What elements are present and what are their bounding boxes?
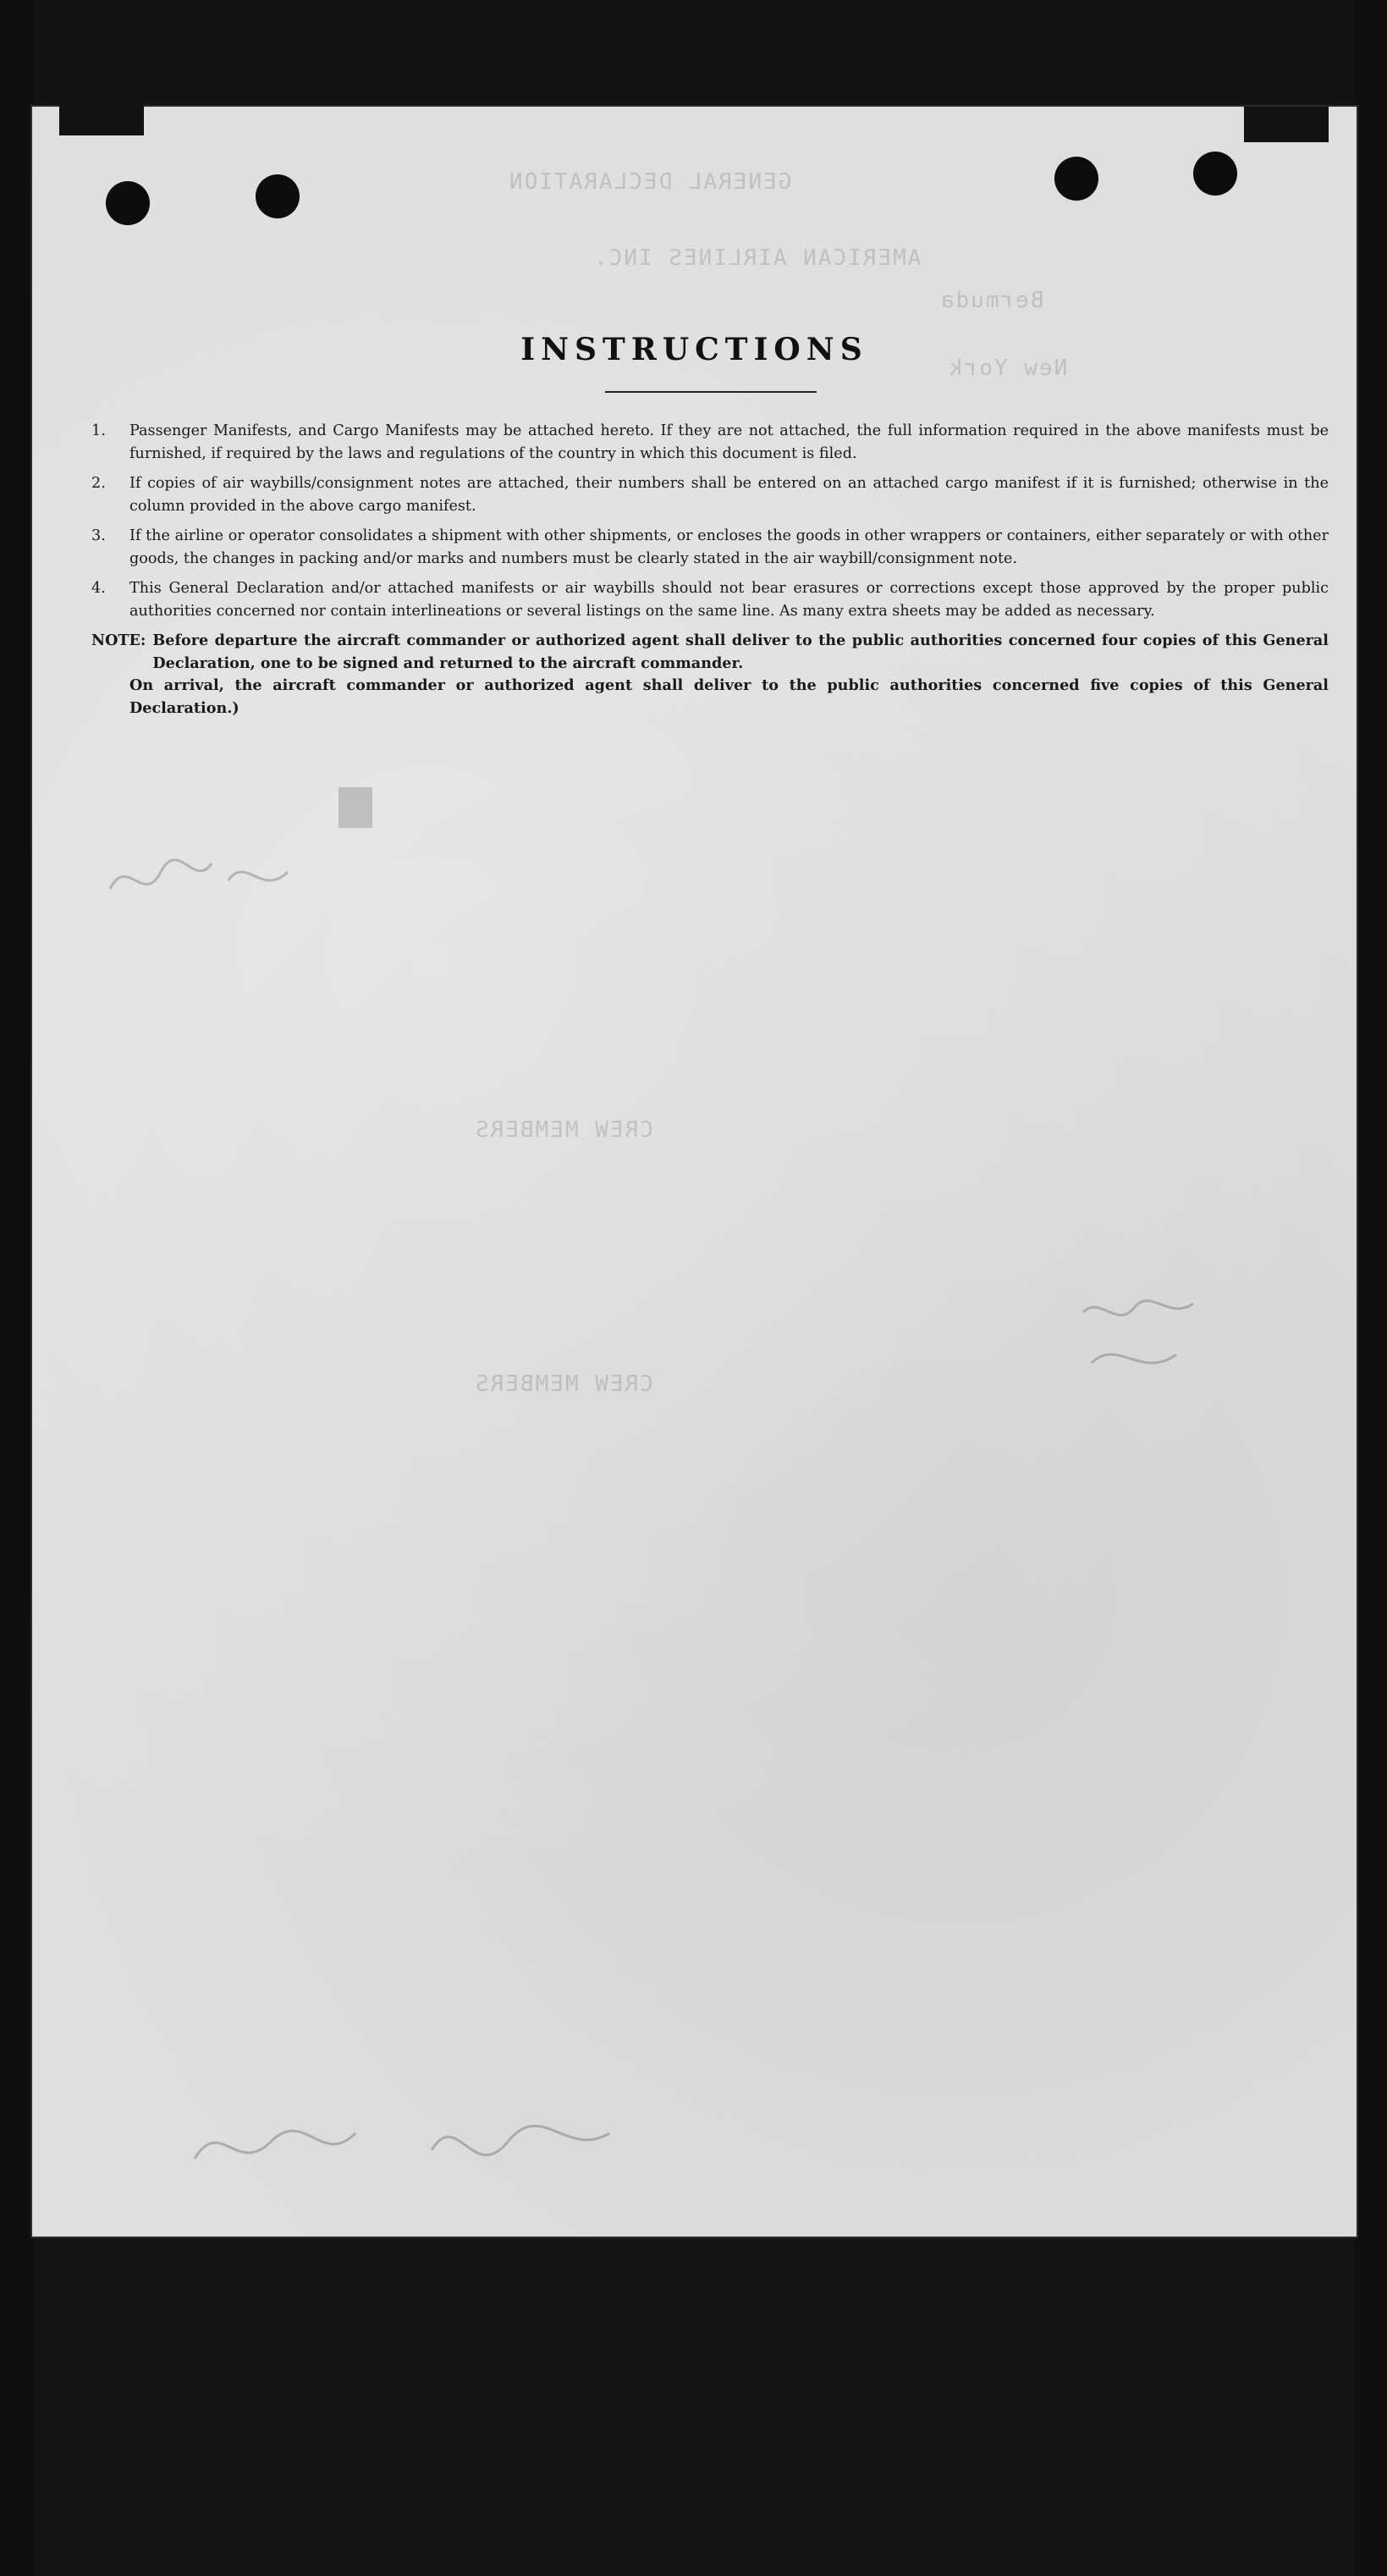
- item-number: 2.: [91, 475, 106, 492]
- binder-tab-left: [59, 102, 144, 135]
- instruction-item: [91, 577, 1329, 622]
- bleed-through-text: Bermuda: [939, 288, 1044, 313]
- item-text: This General Declaration and/or attached manifests or air waybills should not bear erasures or corrections except those approved by the proper public authorities concerned nor contain interlineations or several listings on the same line. As many extra sheets may be added as necessary.: [129, 580, 1329, 620]
- note-label: NOTE:: [91, 632, 146, 649]
- item-number: 4.: [91, 580, 106, 597]
- note-text: Before departure the aircraft commander or authorized agent shall deliver to the public authorities concerned four copies of this General Declaration, one to be signed and returned to the aircraft commander.: [152, 632, 1329, 672]
- faded-handwriting: [102, 838, 322, 914]
- bleed-through-text: New York: [948, 356, 1068, 381]
- instructions-list: [91, 420, 1329, 720]
- instruction-item: [91, 472, 1329, 517]
- binder-tab-right: [1244, 107, 1329, 142]
- faded-stamp: [338, 787, 372, 828]
- bleed-through-text: CREW MEMBERS: [474, 1371, 653, 1397]
- punch-hole: [1193, 152, 1237, 196]
- item-text: If copies of air waybills/consignment notes are attached, their numbers shall be entered on an attached cargo manifest if it is furnished; otherwise in the column provided in the above cargo manifest.: [129, 475, 1329, 515]
- punch-hole: [1054, 157, 1098, 201]
- item-number: 1.: [91, 422, 106, 439]
- note-first-paragraph: [91, 630, 1329, 675]
- instruction-item: [91, 525, 1329, 570]
- instructions-heading: INSTRUCTIONS: [520, 332, 868, 367]
- instruction-item: [91, 420, 1329, 465]
- faded-handwriting: [1066, 1287, 1236, 1388]
- note-block: [91, 630, 1329, 720]
- heading-underline: [605, 391, 817, 393]
- item-text: If the airline or operator consolidates a shipment with other shipments, or encloses the goods in other wrappers or containers, either separately or with other goods, the changes in packing and/or marks and numbers must be clearly stated in the air waybill/consignment note.: [129, 527, 1329, 567]
- item-number: 3.: [91, 527, 106, 544]
- scan-background-top: [0, 0, 1387, 102]
- bleed-through-text: CREW MEMBERS: [474, 1117, 653, 1143]
- bleed-through-text: AMERICAN AIRLINES INC.: [592, 245, 922, 271]
- scan-background-left: [0, 0, 34, 2576]
- bleed-through-text: GENERAL DECLARATION: [508, 169, 792, 195]
- note-arrival-text: On arrival, the aircraft commander or authorized agent shall deliver to the public authorities concerned five copies of this General Declaration.): [129, 676, 1329, 717]
- faded-signature: [186, 2099, 626, 2193]
- item-text: Passenger Manifests, and Cargo Manifests may be attached hereto. If they are not attached, the full information required in the above manifests must be furnished, if required by the laws and regulations of the country in which this document is filed.: [129, 422, 1329, 462]
- punch-hole: [256, 174, 300, 218]
- scan-background-right: [1355, 0, 1387, 2576]
- punch-hole: [106, 181, 150, 225]
